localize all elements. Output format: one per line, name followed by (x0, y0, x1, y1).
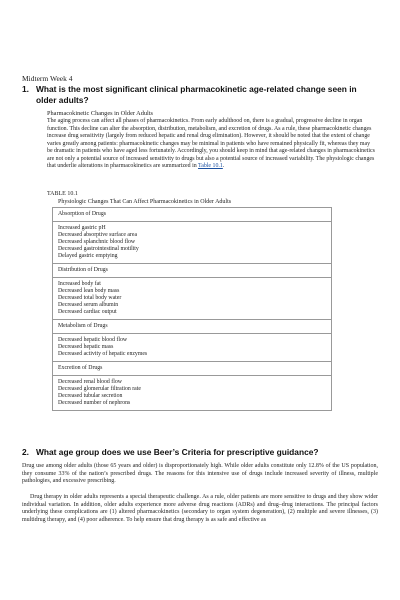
table-caption: Physiologic Changes That Can Affect Pharmacokinetics in Older Adults (58, 198, 232, 205)
table-item: Decreased glomerular filtration rate (58, 386, 141, 392)
paragraph-end: . (222, 163, 225, 169)
pharmacokinetics-table (52, 207, 332, 411)
table-section-heading: Absorption of Drugs (53, 208, 332, 222)
question-2-heading (22, 447, 376, 458)
table-item: Delayed gastric emptying (58, 253, 118, 259)
question-2-number: 2. (22, 447, 29, 457)
question-2-text: What age group does we use Beer’s Criteria for prescriptive guidance? (36, 447, 319, 457)
table-section-heading: Excretion of Drugs (53, 362, 332, 376)
section-title: Pharmacokinetic Changes in Older Adults (47, 110, 153, 117)
table-link[interactable]: Table 10.1 (198, 163, 223, 169)
table-item: Decreased absorptive surface area (58, 232, 138, 238)
question-1-text: What is the most significant clinical pharmacokinetic age-related change seen in older adults? (36, 84, 357, 105)
body-paragraph-2: Drug therapy in older adults represents a special therapeutic challenge. As a rule, older patients are more sensitive to drugs and they show wider individual variation. In addition, older adults experience more adverse drug reactions (ADRs) and drug–drug interactions. The principal factors underlying these complications are (1) altered pharmacokinetics (secondary to organ system degeneration), (2) multiple and severe illnesses, (3) multidrug therapy, and (4) poor adherence. To help ensure that drug therapy is as safe and effective as (22, 494, 378, 523)
table-item: Decreased hepatic blood flow (58, 337, 128, 343)
table-section-heading: Metabolism of Drugs (53, 320, 332, 334)
table-section-heading: Distribution of Drugs (53, 264, 332, 278)
table-label: TABLE 10.1 (47, 191, 78, 197)
paragraph-text: The aging process can affect all phases of pharmacokinetics. From early adulthood on, there is a gradual, progressive decline in organ function. This decline can alter the absorption, distribution, metabolism, and excretion of drugs. As a rule, these pharmacokinetic changes increase drug sensitivity (largely from reduced hepatic and renal drug elimination). However, it should be noted that the extent of change varies greatly among patients: pharmacokinetic changes may be minimal in patients who have remained physically fit, whereas they may be dramatic in patients who have aged less fortunately. Accordingly, you should keep in mind that age-related changes in pharmacokinetics are not only a potential source of increased sensitivity to drugs but also a potential source of increased variability. The physiologic changes that underlie alterations in pharmacokinetics are summarized in (47, 118, 375, 169)
table-item: Decreased tubular secretion (58, 393, 123, 399)
table-item: Increased gastric pH (58, 225, 106, 231)
table-item: Increased body fat (58, 281, 101, 287)
table-section-items (53, 222, 332, 264)
table-item: Decreased lean body mass (58, 288, 120, 294)
table-item: Decreased serum albumin (58, 302, 119, 308)
question-1-heading (22, 84, 376, 106)
table-item: Decreased total body water (58, 295, 122, 301)
table-item: Decreased cardiac output (58, 309, 117, 315)
table-item: Decreased renal blood flow (58, 379, 122, 385)
table-section-items (53, 376, 332, 411)
body-paragraph-1: Drug use among older adults (those 65 years and older) is disproportionately high. While older adults constitute only 12.8% of the US population, they consume 33% of the nation’s prescribed drugs. The reasons for this intensive use of drugs include increased severity of illness, multiple pathologies, and excessive prescribing. (22, 463, 378, 485)
question-1-number: 1. (22, 84, 29, 94)
table-section-items (53, 334, 332, 362)
table-item: Decreased activity of hepatic enzymes (58, 351, 148, 357)
table-item: Decreased number of nephrons (58, 400, 131, 406)
table-item: Decreased gastrointestinal motility (58, 246, 139, 252)
table-item: Decreased splanchnic blood flow (58, 239, 136, 245)
table-section-items (53, 278, 332, 320)
document-header: Midterm Week 4 (22, 74, 73, 83)
section-paragraph (47, 118, 377, 171)
table-item: Decreased hepatic mass (58, 344, 114, 350)
